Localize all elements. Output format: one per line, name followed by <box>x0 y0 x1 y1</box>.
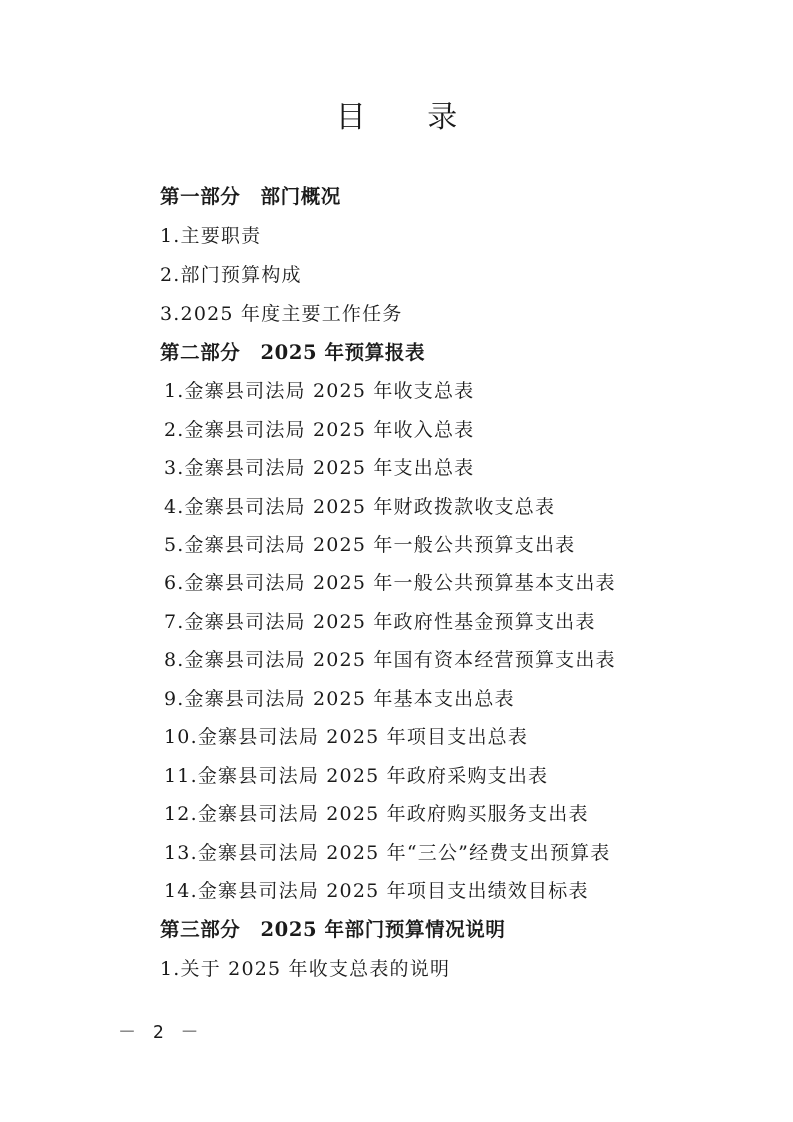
toc-item: 2.部门预算构成 <box>160 264 302 286</box>
toc-item: 10.金寨县司法局 2025 年项目支出总表 <box>164 726 529 748</box>
toc-item: 1.金寨县司法局 2025 年收支总表 <box>164 380 475 402</box>
toc-item: 7.金寨县司法局 2025 年政府性基金预算支出表 <box>164 611 596 633</box>
toc-item: 4.金寨县司法局 2025 年财政拨款收支总表 <box>164 496 556 518</box>
toc-item: 3.金寨县司法局 2025 年支出总表 <box>164 457 475 479</box>
toc-section-heading-part2: 第二部分 2025 年预算报表 <box>160 341 426 364</box>
toc-section-heading-part1: 第一部分 部门概况 <box>160 185 341 208</box>
toc-item: 3.2025 年度主要工作任务 <box>160 303 403 325</box>
toc-item: 14.金寨县司法局 2025 年项目支出绩效目标表 <box>164 880 589 902</box>
toc-section-heading-part3: 第三部分 2025 年部门预算情况说明 <box>160 918 506 941</box>
toc-item: 13.金寨县司法局 2025 年“三公”经费支出预算表 <box>164 842 611 864</box>
page-title: 目 录 <box>335 100 484 135</box>
toc-item: 8.金寨县司法局 2025 年国有资本经营预算支出表 <box>164 649 616 671</box>
toc-item: 11.金寨县司法局 2025 年政府采购支出表 <box>164 765 549 787</box>
toc-item: 2.金寨县司法局 2025 年收入总表 <box>164 419 475 441</box>
toc-item: 12.金寨县司法局 2025 年政府购买服务支出表 <box>164 803 589 825</box>
page-number: － 2 － <box>118 1022 202 1043</box>
toc-item: 1.关于 2025 年收支总表的说明 <box>160 958 451 980</box>
toc-item: 5.金寨县司法局 2025 年一般公共预算支出表 <box>164 534 576 556</box>
toc-item: 9.金寨县司法局 2025 年基本支出总表 <box>164 688 515 710</box>
toc-item: 1.主要职责 <box>160 225 262 247</box>
toc-item: 6.金寨县司法局 2025 年一般公共预算基本支出表 <box>164 572 616 594</box>
